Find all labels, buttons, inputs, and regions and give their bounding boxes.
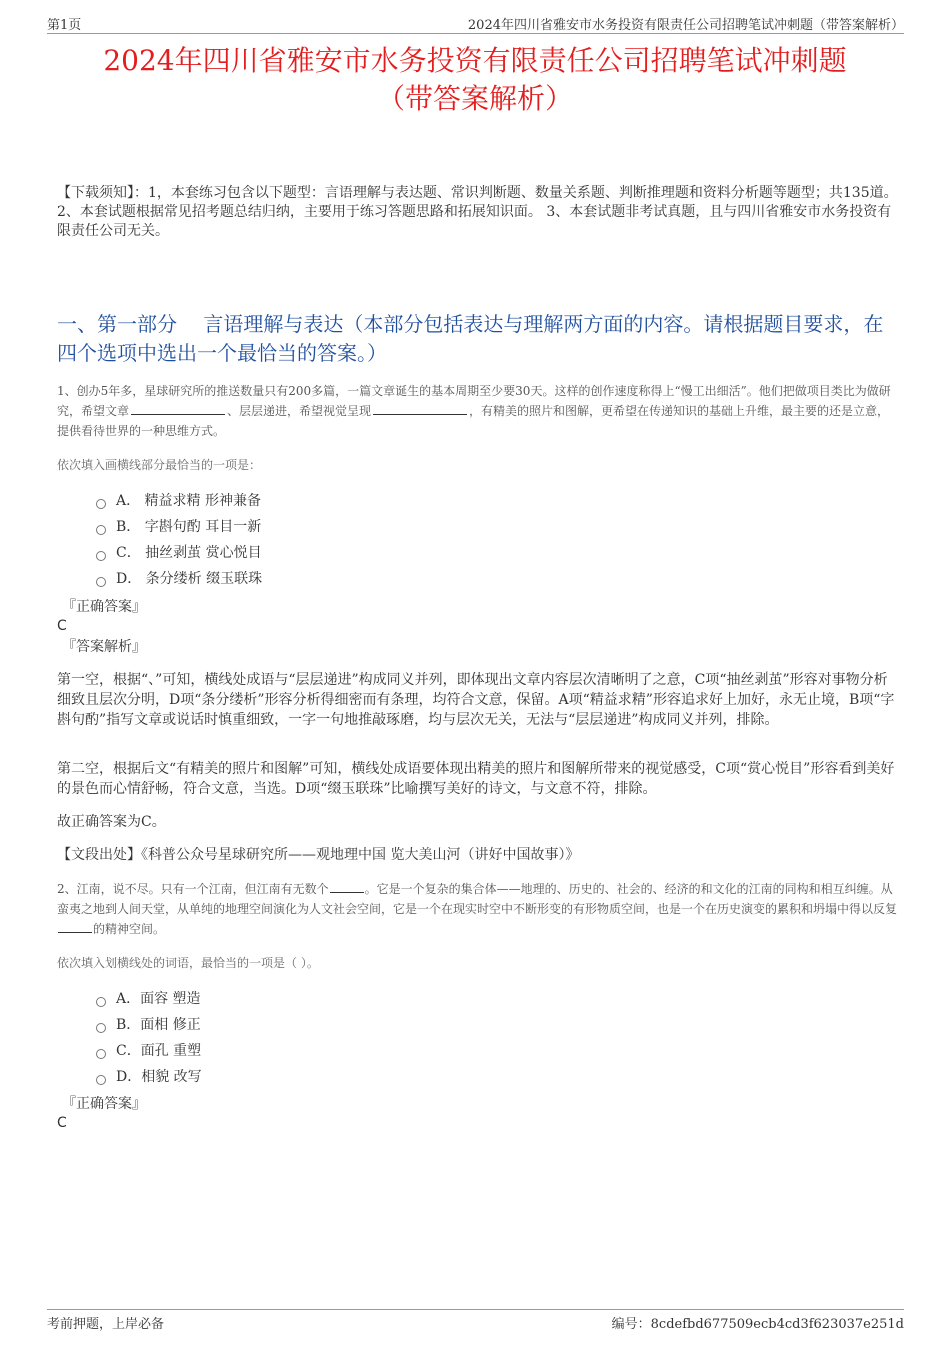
option-b[interactable]: [96, 1016, 201, 1034]
option-label: A． 精益求精 形神兼备: [116, 493, 262, 509]
title-line-2: （带答案解析）: [376, 82, 573, 115]
question-2-prompt: 依次填入划横线处的词语，最恰当的一项是（ ）。: [57, 956, 319, 970]
option-c[interactable]: [96, 1042, 201, 1060]
question-2-text-a: 2、江南，说不尽。只有一个江南，但江南有无数个: [57, 882, 329, 896]
option-a[interactable]: [96, 492, 261, 510]
passage-source: 【文段出处】《科普公众号星球研究所——观地理中国 览大美山河（讲好中国故事）》: [57, 847, 580, 863]
option-b[interactable]: [96, 518, 261, 536]
option-d[interactable]: [96, 1068, 202, 1086]
answer-blank: [131, 402, 225, 415]
option-label: D． 条分缕析 缀玉联珠: [116, 571, 263, 587]
document-id: 编号：8cdefbd677509ecb4cd3f623037e251d: [611, 1317, 904, 1332]
answer-blank: [58, 920, 92, 933]
analysis-paragraph-2: 第二空，根据后文“有精美的照片和图解”可知，横线处成语要体现出精美的照片和图解所带来的视觉感受，C项“赏心悦目”形容看到美好的景色而心情舒畅，符合文意，当选。D项“缀玉联珠”比喻撰写美好的诗文，与文意不符，排除。: [57, 761, 895, 797]
analysis-conclusion: 故正确答案为C。: [57, 814, 166, 830]
option-label: C．面孔 重塑: [116, 1043, 202, 1059]
header-doc-title: 2024年四川省雅安市水务投资有限责任公司招聘笔试冲刺题（带答案解析）: [467, 18, 904, 33]
radio-icon[interactable]: [96, 1049, 106, 1059]
question-2-text-b: 。它是一个复杂的集合体——地理的、历史的、社会的、经济的和文化的江南的同构和相互纠缠。从蛮夷之地到人间天堂，从单纯的地理空间演化为人文社会空间，它是一个在现实时空中不断形变的有形物质空间，也是一个在历史演变的累积和坍塌中得以反复: [57, 882, 898, 916]
footer-slogan: 考前押题，上岸必备: [47, 1317, 165, 1332]
answer-blank: [330, 880, 364, 893]
download-notice: 【下载须知】：1，本套练习包含以下题型：言语理解与表达题、常识判断题、数量关系题、判断推理题和资料分析题等题型；共135道。 2、本套试题根据常见招考题总结归纳，主要用于练习答题思路和拓展知识面。 3、本套试题非考试真题，且与四川省雅安市水务投资有限责任公司无关。: [57, 185, 898, 239]
option-d[interactable]: [96, 570, 262, 588]
option-label: B．面相 修正: [116, 1017, 201, 1033]
correct-answer-label: 『正确答案』: [62, 599, 146, 615]
option-label: A．面容 塑造: [116, 991, 201, 1007]
radio-icon[interactable]: [96, 525, 106, 535]
question-1-prompt: 依次填入画横线部分最恰当的一项是：: [57, 458, 262, 472]
analysis-label: 『答案解析』: [62, 639, 146, 655]
header-divider: [47, 33, 904, 34]
question-2-stem: [57, 879, 898, 939]
answer-blank: [373, 402, 467, 415]
title-line-1: 2024年四川省雅安市水务投资有限责任公司招聘笔试冲刺题: [103, 44, 847, 77]
option-a[interactable]: [96, 990, 201, 1008]
question-1-text-a: 1、创办5年多，星球研究所的推送数量只有200多篇，一篇文章诞生的基本周期至少要30天。这样的创作速度称得上“慢工出细活”。他们把做项目类比为做研究，希望文章: [57, 384, 891, 418]
option-label: B． 字斟句酌 耳目一新: [116, 519, 262, 535]
question-1-text-b: 、层层递进，希望视觉呈现: [227, 404, 372, 418]
radio-icon[interactable]: [96, 997, 106, 1007]
footer-divider: [47, 1309, 904, 1310]
question-1-stem: [57, 381, 898, 441]
question-2-text-c: 的精神空间。: [93, 922, 166, 936]
question-1-text-c: ，有精美的照片和图解，更希望在传递知识的基础上升维，最主要的还是立意，提供看待世界的一种思维方式。: [57, 404, 890, 438]
analysis-paragraph-1: 第一空，根据“、”可知，横线处成语与“层层递进”构成同义并列，即体现出文章内容层次清晰明了之意，C项“抽丝剥茧”形容对事物分析细致且层次分明，D项“条分缕析”形容分析得细密而有条理，均符合文意，保留。A项“精益求精”形容追求好上加好，永无止境，B项“字斟句酌”指写文章或说话时慎重细致，一字一句地推敲琢磨，均与层次无关，无法与“层层递进”构成同义并列，排除。: [57, 672, 895, 728]
radio-icon[interactable]: [96, 577, 106, 587]
radio-icon[interactable]: [96, 551, 106, 561]
option-label: D．相貌 改写: [116, 1069, 202, 1085]
radio-icon[interactable]: [96, 1075, 106, 1085]
document-title: [40, 42, 910, 118]
correct-answer-value: C: [57, 1115, 67, 1131]
correct-answer-value: C: [57, 618, 67, 634]
page-number: 第1页: [47, 18, 82, 33]
radio-icon[interactable]: [96, 1023, 106, 1033]
radio-icon[interactable]: [96, 499, 106, 509]
option-label: C． 抽丝剥茧 赏心悦目: [116, 545, 262, 561]
correct-answer-label: 『正确答案』: [62, 1096, 146, 1112]
section-heading: 一、第一部分 言语理解与表达（本部分包括表达与理解两方面的内容。请根据题目要求，在四个选项中选出一个最恰当的答案。）: [57, 312, 884, 365]
option-c[interactable]: [96, 544, 262, 562]
